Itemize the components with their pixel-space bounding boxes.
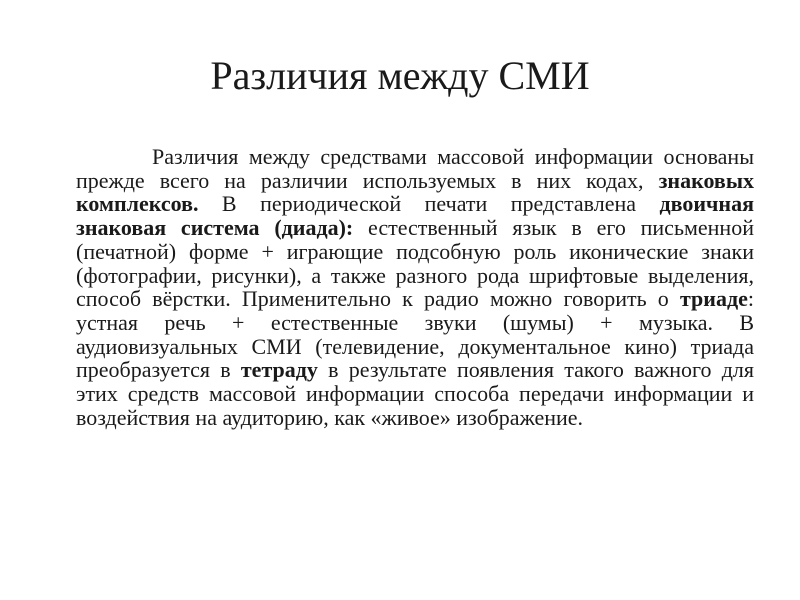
paragraph-segment: : устная речь + естественные звуки (шумы) + музыка. В аудиовизуальных СМИ (телевидение, документальное кино) триада преобразуется в [76,286,754,383]
paragraph-segment-bold: триаде [679,286,748,312]
paragraph-segment: В периодической печати представлена [198,191,660,217]
paragraph-segment: естественный язык в его письменной (печатной) форме + играющие подсобную роль иконические знаки (фотографии, рисунки), а также разного рода шрифтовые выделения, способ вёрстки. Применительно к радио можно говорить о [76,215,754,312]
paragraph-segment-bold: тетраду [240,357,318,383]
paragraph-segment: Различия между средствами массовой информации основаны прежде всего на различии используемых в них кодах, [76,144,754,193]
slide-body-paragraph [76,145,754,429]
paragraph-segment: в результате появления такого важного для этих средств массовой информации способа передачи информации и воздействия на аудиторию, как «живое» изображение. [76,357,755,430]
paragraph-segment-bold: знаковых комплексов. [76,167,754,217]
slide-title: Различия между СМИ [210,53,590,98]
paragraph-segment-bold: двоичная знаковая система (диада): [76,191,754,241]
